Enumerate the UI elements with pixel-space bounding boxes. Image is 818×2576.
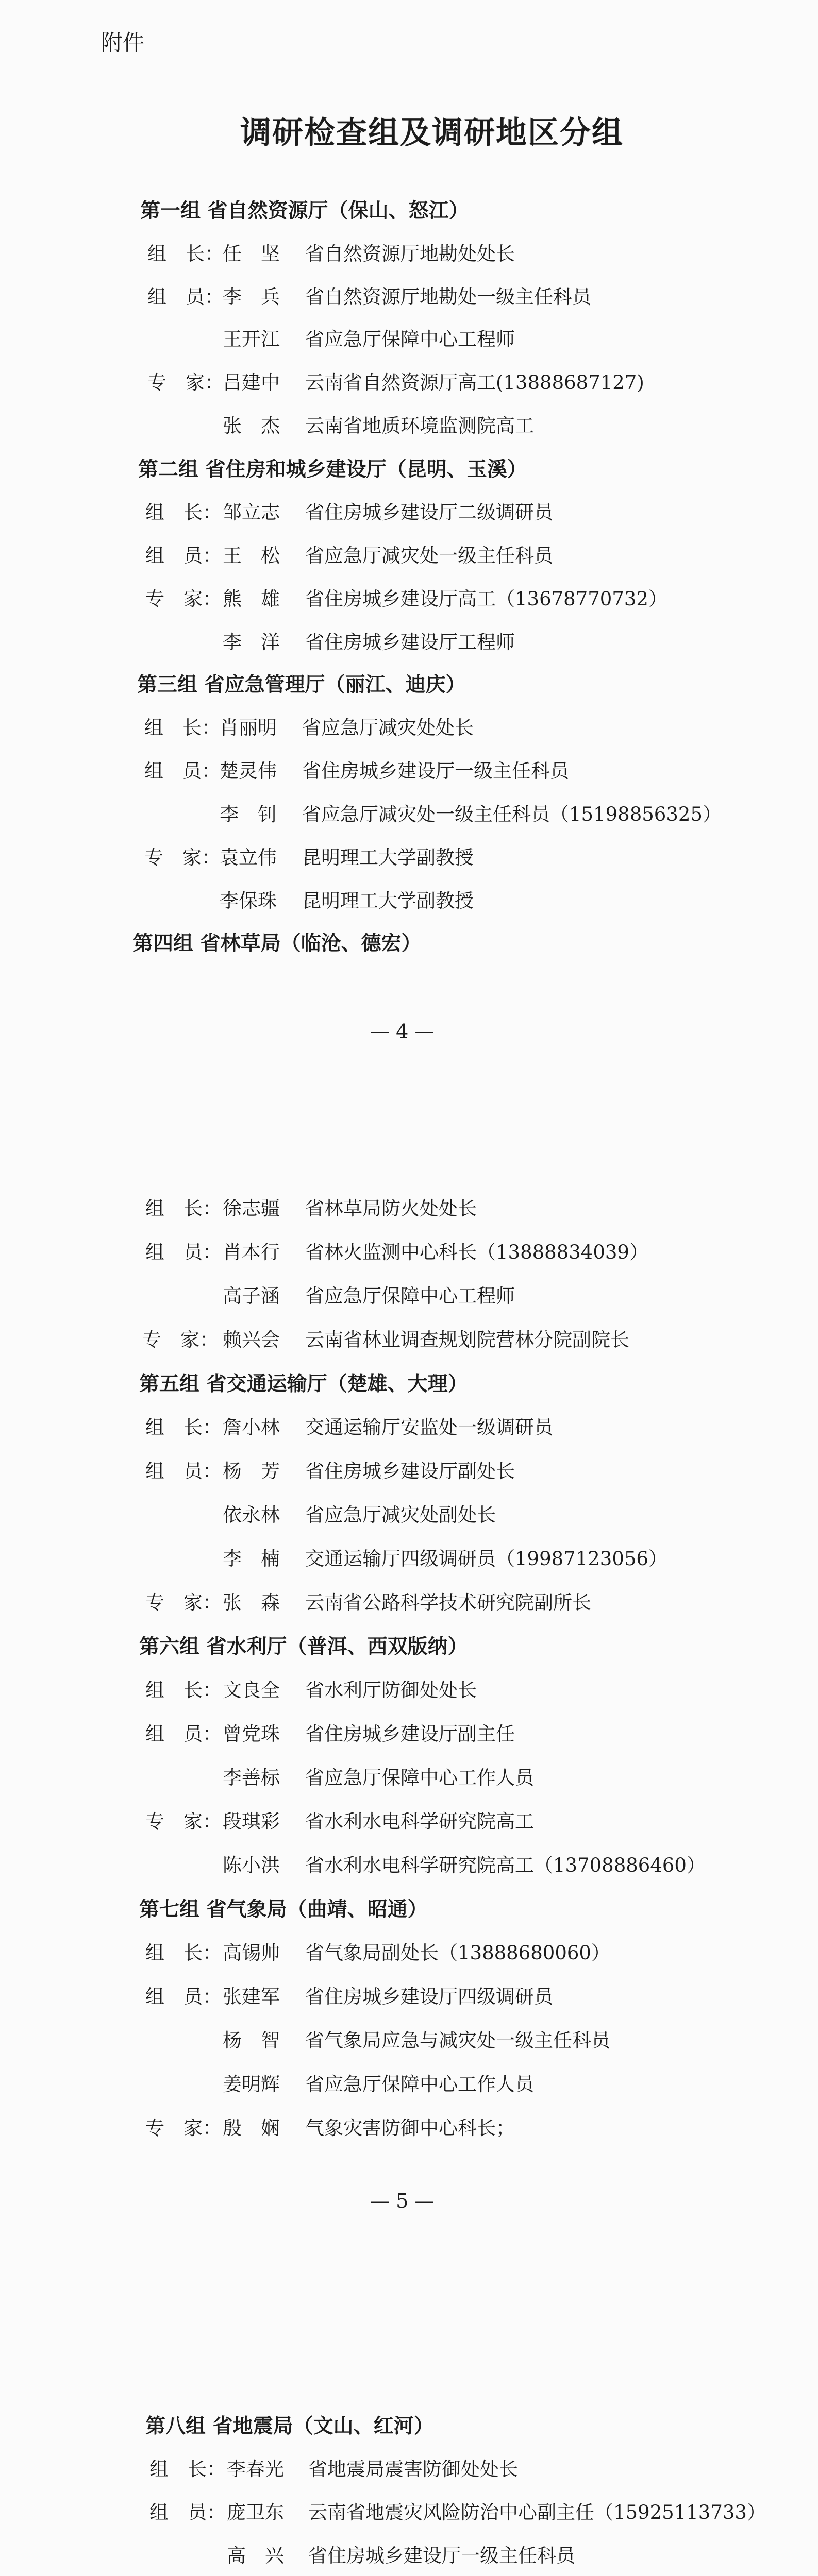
row-desc: 昆明理工大学副教授	[302, 846, 474, 869]
row-desc: 云南省公路科学技术研究院副所长	[305, 1591, 591, 1614]
row-desc: 省应急厅保障中心工作人员	[305, 2073, 534, 2095]
row-desc: 省地震局震害防御处处长	[308, 2458, 518, 2480]
group-heading: 第八组 省地震局（文山、红河）	[145, 2414, 434, 2438]
row-role: 专 家：	[145, 588, 222, 610]
row-desc: 省应急厅保障中心工程师	[305, 328, 515, 350]
row-name: 任 坚	[223, 243, 280, 265]
row-name: 张建军	[223, 1986, 280, 2008]
row-role: 组 长：	[145, 1679, 222, 1701]
row-name: 詹小林	[223, 1416, 280, 1438]
row-name: 熊 雄	[223, 588, 280, 610]
row-desc: 交通运输厅四级调研员（19987123056）	[305, 1548, 667, 1570]
page-number: — 4 —	[370, 1020, 435, 1043]
row-role: 组 长：	[145, 1416, 222, 1438]
row-name: 文良全	[223, 1679, 280, 1701]
row-role: 组 员：	[145, 1723, 222, 1745]
row-name: 肖丽明	[220, 717, 277, 739]
row-desc: 气象灾害防御中心科长；	[305, 2117, 515, 2139]
row-role: 专 家：	[142, 1329, 219, 1351]
row-name: 邹立志	[223, 501, 280, 523]
row-desc: 云南省地震灾风险防治中心副主任（15925113733）	[308, 2501, 766, 2523]
row-name: 高 兴	[227, 2545, 284, 2567]
row-desc: 省应急厅保障中心工作人员	[305, 1767, 534, 1789]
row-desc: 省应急厅减灾处一级主任科员（15198856325）	[302, 803, 722, 825]
row-desc: 省住房城乡建设厅高工（13678770732）	[305, 588, 667, 610]
row-desc: 省应急厅保障中心工程师	[305, 1285, 515, 1307]
row-desc: 云南省自然资源厅高工(13888687127)	[305, 371, 644, 394]
row-desc: 省气象局副处长（13888680060）	[305, 1942, 610, 1964]
row-role: 组 长：	[145, 501, 222, 523]
row-role: 组 长：	[145, 1197, 222, 1219]
row-desc: 省住房城乡建设厅副处长	[305, 1460, 515, 1482]
attachment-label: 附件	[101, 30, 145, 55]
row-desc: 昆明理工大学副教授	[302, 890, 474, 912]
row-name: 依永林	[223, 1504, 280, 1526]
group-heading: 第六组 省水利厅（普洱、西双版纳）	[139, 1635, 468, 1658]
row-role: 组 员：	[145, 1241, 222, 1263]
row-name: 袁立伟	[220, 846, 277, 869]
row-role: 组 员：	[145, 1460, 222, 1482]
row-name: 徐志疆	[223, 1197, 280, 1219]
row-role: 专 家：	[145, 2117, 222, 2139]
row-role: 专 家：	[145, 1810, 222, 1833]
row-desc: 省住房城乡建设厅副主任	[305, 1723, 515, 1745]
row-name: 曾党珠	[223, 1723, 280, 1745]
row-desc: 省水利水电科学研究院高工	[305, 1810, 534, 1833]
row-role: 组 长：	[144, 717, 221, 739]
page-3	[0, 2272, 818, 2576]
row-role: 组 长：	[145, 1942, 222, 1964]
row-name: 李 楠	[223, 1548, 280, 1570]
row-role: 组 员：	[145, 1986, 222, 2008]
row-name: 李保珠	[220, 890, 277, 912]
row-desc: 省应急厅减灾处一级主任科员	[305, 545, 553, 567]
group-heading: 第四组 省林草局（临沧、德宏）	[133, 931, 422, 955]
row-name: 赖兴会	[223, 1329, 280, 1351]
row-name: 王开江	[223, 328, 280, 350]
row-desc: 省住房城乡建设厅一级主任科员	[302, 760, 569, 782]
row-desc: 省住房城乡建设厅工程师	[305, 631, 515, 653]
row-role: 组 员：	[147, 286, 224, 308]
group-heading: 第一组 省自然资源厅（保山、怒江）	[140, 199, 469, 223]
row-desc: 省自然资源厅地勘处处长	[305, 243, 515, 265]
row-role: 组 长：	[147, 243, 224, 265]
row-name: 李春光	[227, 2458, 284, 2480]
row-role: 组 长：	[149, 2458, 226, 2480]
row-name: 李 洋	[223, 631, 280, 653]
row-role: 专 家：	[144, 846, 221, 869]
row-name: 杨 芳	[223, 1460, 280, 1482]
row-name: 高锡帅	[223, 1942, 280, 1964]
row-name: 姜明辉	[223, 2073, 280, 2095]
group-heading: 第三组 省应急管理厅（丽江、迪庆）	[137, 673, 466, 697]
row-role: 专 家：	[145, 1591, 222, 1614]
page-number: — 5 —	[370, 2190, 435, 2212]
row-desc: 云南省地质环境监测院高工	[305, 415, 534, 437]
group-heading: 第五组 省交通运输厅（楚雄、大理）	[139, 1372, 468, 1396]
page-2	[0, 1087, 818, 2272]
row-desc: 交通运输厅安监处一级调研员	[305, 1416, 553, 1438]
row-name: 李 钊	[220, 803, 277, 825]
row-name: 陈小洪	[223, 1854, 280, 1876]
row-role: 组 员：	[144, 760, 221, 782]
row-role: 组 员：	[149, 2501, 226, 2523]
row-name: 高子涵	[223, 1285, 280, 1307]
row-name: 张 杰	[223, 415, 280, 437]
row-desc: 省自然资源厅地勘处一级主任科员	[305, 286, 591, 308]
row-desc: 省水利厅防御处处长	[305, 1679, 477, 1701]
row-name: 吕建中	[223, 371, 280, 394]
row-role: 专 家：	[147, 371, 224, 394]
row-desc: 省水利水电科学研究院高工（13708886460）	[305, 1854, 706, 1876]
row-name: 肖本行	[223, 1241, 280, 1263]
row-name: 楚灵伟	[220, 760, 277, 782]
page-1	[0, 0, 818, 1087]
row-name: 李 兵	[223, 286, 280, 308]
row-name: 李善标	[223, 1767, 280, 1789]
group-heading: 第七组 省气象局（曲靖、昭通）	[139, 1897, 428, 1921]
row-desc: 省住房城乡建设厅一级主任科员	[308, 2545, 575, 2567]
row-desc: 省林火监测中心科长（13888834039）	[305, 1241, 648, 1263]
page-title: 调研检查组及调研地区分组	[240, 115, 624, 151]
row-name: 庞卫东	[227, 2501, 284, 2523]
group-heading: 第二组 省住房和城乡建设厅（昆明、玉溪）	[138, 457, 527, 481]
row-desc: 省住房城乡建设厅四级调研员	[305, 1986, 553, 2008]
row-desc: 省应急厅减灾处处长	[302, 717, 474, 739]
row-role: 组 员：	[145, 545, 222, 567]
row-desc: 云南省林业调查规划院营林分院副院长	[305, 1329, 629, 1351]
row-name: 段琪彩	[223, 1810, 280, 1833]
row-desc: 省住房城乡建设厅二级调研员	[305, 501, 553, 523]
row-desc: 省应急厅减灾处副处长	[305, 1504, 496, 1526]
row-name: 殷 娴	[223, 2117, 280, 2139]
row-desc: 省气象局应急与减灾处一级主任科员	[305, 2029, 610, 2052]
row-name: 王 松	[223, 545, 280, 567]
row-name: 张 森	[223, 1591, 280, 1614]
row-name: 杨 智	[223, 2029, 280, 2052]
row-desc: 省林草局防火处处长	[305, 1197, 477, 1219]
